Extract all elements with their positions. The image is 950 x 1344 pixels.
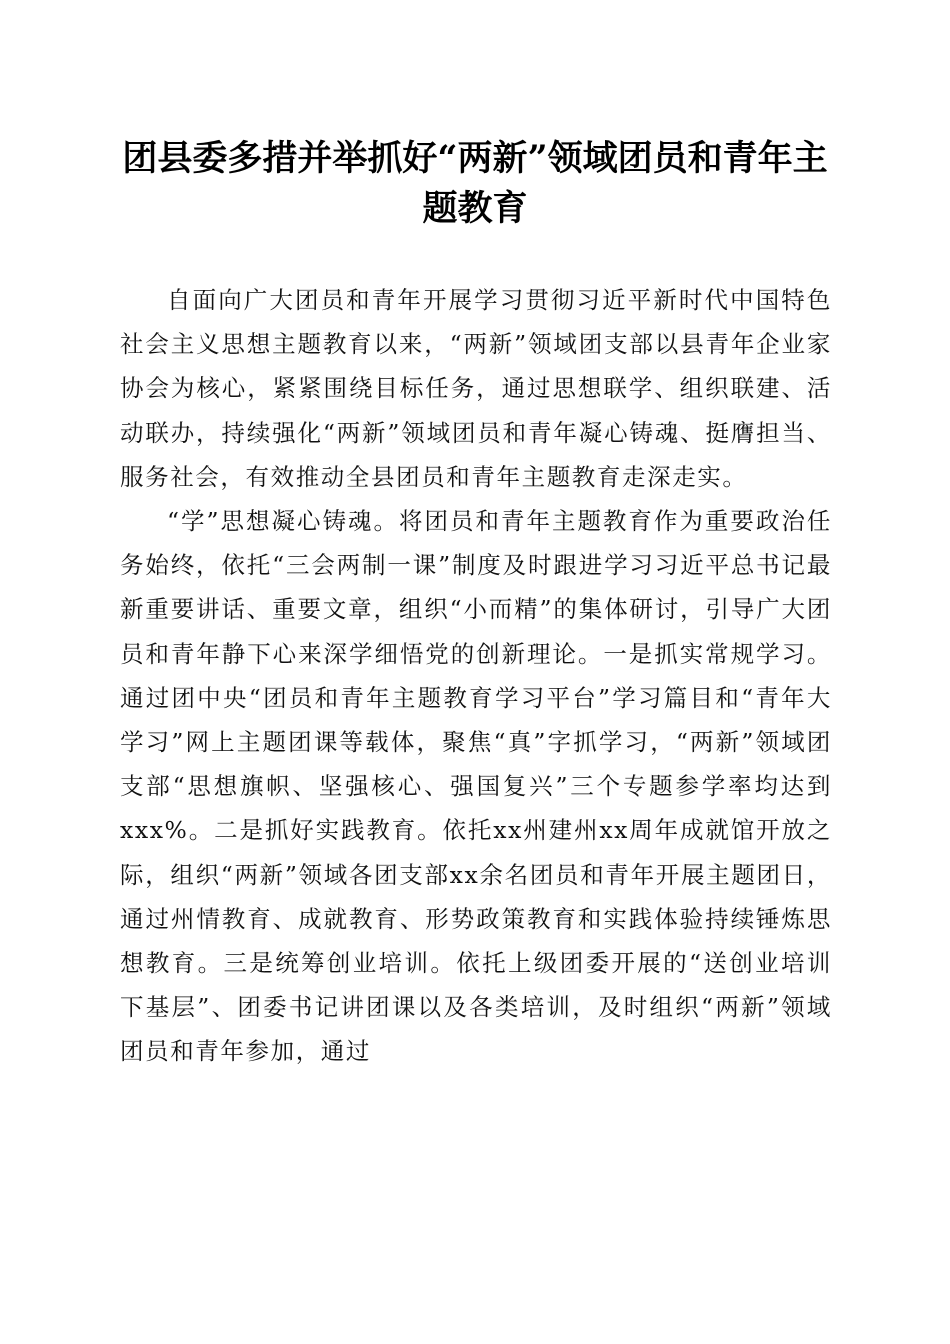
paragraph-intro: 自面向广大团员和青年开展学习贯彻习近平新时代中国特色社会主义思想主题教育以来，“两新”领域团支部以县青年企业家协会为核心，紧紧围绕目标任务，通过思想联学、组织联建、活动联办，持续强化“两新”领域团员和青年凝心铸魂、挺膺担当、服务社会，有效推动全县团员和青年主题教育走深走实。 bbox=[120, 286, 832, 491]
document-title: 团县委多措并举抓好“两新”领域团员和青年主题教育 bbox=[122, 138, 828, 229]
document-body bbox=[120, 278, 832, 1074]
paragraph-study-thought: “学”思想凝心铸魂。将团员和青年主题教育作为重要政治任务始终，依托“三会两制一课”制度及时跟进学习习近平总书记最新重要讲话、重要文章，组织“小而精”的集体研讨，引导广大团员和青年静下心来深学细悟党的创新理论。一是抓实常规学习。通过团中央“团员和青年主题教育学习平台”学习篇目和“青年大学习”网上主题团课等载体，聚焦“真”字抓学习，“两新”领域团支部“思想旗帜、坚强核心、强国复兴”三个专题参学率均达到xxx%。二是抓好实践教育。依托xx州建州xx周年成就馆开放之际，组织“两新”领域各团支部xx余名团员和青年开展主题团日，通过州情教育、成就教育、形势政策教育和实践体验持续锤炼思想教育。三是统筹创业培训。依托上级团委开展的“送创业培训下基层”、团委书记讲团课以及各类培训，及时组织“两新”领域团员和青年参加，通过 bbox=[120, 507, 832, 1066]
